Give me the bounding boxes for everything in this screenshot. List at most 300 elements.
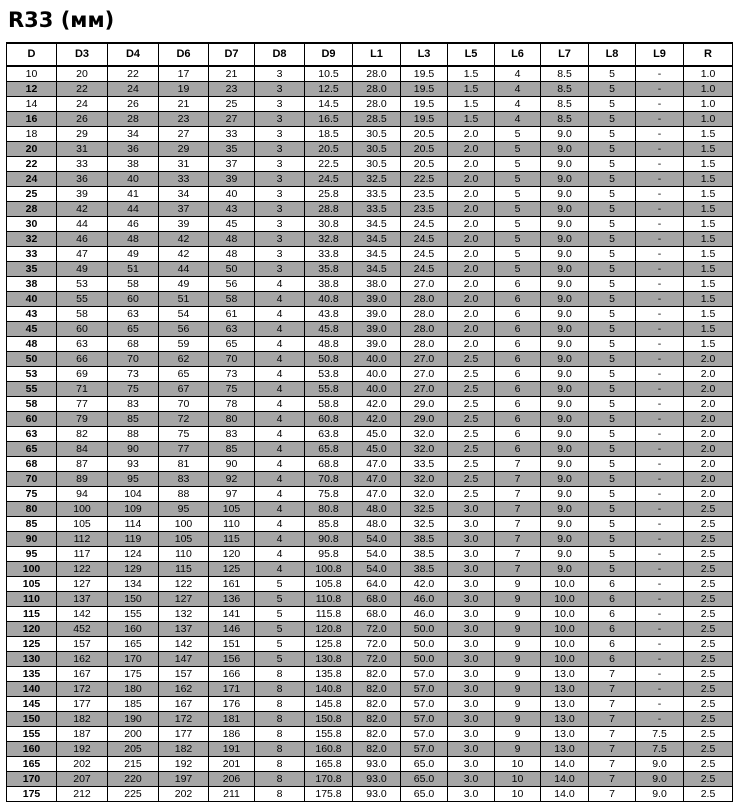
table-cell-d8: 4 bbox=[255, 277, 305, 292]
table-cell-l5: 2.5 bbox=[448, 442, 495, 457]
table-cell-d: 68 bbox=[7, 457, 57, 472]
table-row bbox=[7, 502, 733, 517]
table-cell-d7: 181 bbox=[209, 712, 255, 727]
table-cell-l6: 5 bbox=[495, 247, 541, 262]
table-cell-r: 1.0 bbox=[684, 66, 733, 82]
table-cell-d9: 120.8 bbox=[305, 622, 353, 637]
table-cell-l9: - bbox=[636, 487, 684, 502]
table-row bbox=[7, 682, 733, 697]
table-cell-l8: 7 bbox=[589, 727, 636, 742]
table-cell-d: 10 bbox=[7, 66, 57, 82]
table-cell-r: 1.5 bbox=[684, 187, 733, 202]
table-row bbox=[7, 472, 733, 487]
table-cell-d8: 8 bbox=[255, 742, 305, 757]
table-cell-d8: 8 bbox=[255, 712, 305, 727]
table-cell-d8: 4 bbox=[255, 517, 305, 532]
table-cell-l6: 6 bbox=[495, 277, 541, 292]
table-cell-l1: 34.5 bbox=[353, 232, 401, 247]
table-cell-l6: 5 bbox=[495, 142, 541, 157]
table-cell-l1: 47.0 bbox=[353, 457, 401, 472]
table-cell-d7: 73 bbox=[209, 367, 255, 382]
table-cell-l7: 9.0 bbox=[541, 457, 589, 472]
table-cell-l5: 1.5 bbox=[448, 97, 495, 112]
table-cell-l1: 39.0 bbox=[353, 292, 401, 307]
table-cell-d9: 55.8 bbox=[305, 382, 353, 397]
table-row bbox=[7, 172, 733, 187]
table-cell-d7: 65 bbox=[209, 337, 255, 352]
table-cell-r: 2.5 bbox=[684, 502, 733, 517]
table-cell-l3: 38.5 bbox=[401, 547, 448, 562]
table-cell-r: 2.0 bbox=[684, 457, 733, 472]
table-cell-d3: 162 bbox=[57, 652, 108, 667]
table-cell-d: 43 bbox=[7, 307, 57, 322]
table-cell-d9: 50.8 bbox=[305, 352, 353, 367]
table-cell-d3: 36 bbox=[57, 172, 108, 187]
table-cell-d4: 205 bbox=[108, 742, 159, 757]
table-cell-d6: 56 bbox=[159, 322, 209, 337]
table-cell-d4: 22 bbox=[108, 66, 159, 82]
table-cell-l7: 14.0 bbox=[541, 772, 589, 787]
table-cell-l1: 42.0 bbox=[353, 412, 401, 427]
table-cell-l1: 93.0 bbox=[353, 757, 401, 772]
table-cell-l1: 82.0 bbox=[353, 742, 401, 757]
table-cell-d6: 88 bbox=[159, 487, 209, 502]
table-cell-d3: 452 bbox=[57, 622, 108, 637]
table-cell-l3: 19.5 bbox=[401, 82, 448, 97]
table-cell-d9: 43.8 bbox=[305, 307, 353, 322]
table-cell-d: 14 bbox=[7, 97, 57, 112]
table-row bbox=[7, 487, 733, 502]
table-cell-d: 28 bbox=[7, 202, 57, 217]
table-cell-l7: 8.5 bbox=[541, 82, 589, 97]
table-cell-d7: 211 bbox=[209, 787, 255, 802]
table-cell-d: 150 bbox=[7, 712, 57, 727]
table-cell-l6: 7 bbox=[495, 547, 541, 562]
table-cell-l5: 3.0 bbox=[448, 682, 495, 697]
table-cell-l9: - bbox=[636, 637, 684, 652]
table-cell-l7: 10.0 bbox=[541, 637, 589, 652]
table-cell-l1: 82.0 bbox=[353, 712, 401, 727]
table-cell-l8: 5 bbox=[589, 532, 636, 547]
table-cell-d8: 4 bbox=[255, 472, 305, 487]
table-cell-l5: 2.0 bbox=[448, 142, 495, 157]
table-cell-d4: 46 bbox=[108, 217, 159, 232]
table-cell-l5: 2.5 bbox=[448, 487, 495, 502]
table-cell-d6: 54 bbox=[159, 307, 209, 322]
table-cell-l1: 47.0 bbox=[353, 487, 401, 502]
table-cell-d3: 31 bbox=[57, 142, 108, 157]
table-cell-d4: 185 bbox=[108, 697, 159, 712]
table-cell-d: 60 bbox=[7, 412, 57, 427]
table-cell-d7: 166 bbox=[209, 667, 255, 682]
table-cell-l7: 9.0 bbox=[541, 442, 589, 457]
table-cell-l1: 82.0 bbox=[353, 667, 401, 682]
table-cell-d: 120 bbox=[7, 622, 57, 637]
table-cell-l5: 3.0 bbox=[448, 742, 495, 757]
table-cell-l9: - bbox=[636, 157, 684, 172]
table-cell-l7: 9.0 bbox=[541, 157, 589, 172]
table-cell-d9: 130.8 bbox=[305, 652, 353, 667]
table-cell-l5: 3.0 bbox=[448, 592, 495, 607]
table-cell-l8: 5 bbox=[589, 562, 636, 577]
table-cell-d7: 45 bbox=[209, 217, 255, 232]
table-cell-r: 2.0 bbox=[684, 442, 733, 457]
table-cell-l1: 47.0 bbox=[353, 472, 401, 487]
table-cell-d3: 117 bbox=[57, 547, 108, 562]
table-cell-l9: 9.0 bbox=[636, 772, 684, 787]
table-cell-d6: 42 bbox=[159, 247, 209, 262]
table-cell-l3: 57.0 bbox=[401, 727, 448, 742]
table-cell-r: 2.0 bbox=[684, 412, 733, 427]
table-cell-l3: 65.0 bbox=[401, 772, 448, 787]
table-row bbox=[7, 157, 733, 172]
table-cell-d3: 42 bbox=[57, 202, 108, 217]
table-cell-d6: 70 bbox=[159, 397, 209, 412]
table-cell-l6: 6 bbox=[495, 307, 541, 322]
table-cell-l1: 45.0 bbox=[353, 442, 401, 457]
table-cell-d3: 55 bbox=[57, 292, 108, 307]
table-cell-d8: 4 bbox=[255, 322, 305, 337]
table-cell-d3: 182 bbox=[57, 712, 108, 727]
table-cell-d7: 39 bbox=[209, 172, 255, 187]
table-cell-l5: 2.0 bbox=[448, 157, 495, 172]
table-cell-d9: 110.8 bbox=[305, 592, 353, 607]
table-cell-d: 63 bbox=[7, 427, 57, 442]
table-cell-d9: 10.5 bbox=[305, 66, 353, 82]
table-cell-l5: 2.5 bbox=[448, 412, 495, 427]
table-cell-l7: 13.0 bbox=[541, 667, 589, 682]
table-cell-l7: 9.0 bbox=[541, 217, 589, 232]
table-cell-d3: 77 bbox=[57, 397, 108, 412]
table-cell-d8: 3 bbox=[255, 157, 305, 172]
table-cell-r: 2.5 bbox=[684, 742, 733, 757]
table-cell-d9: 80.8 bbox=[305, 502, 353, 517]
table-cell-d9: 63.8 bbox=[305, 427, 353, 442]
table-cell-l6: 7 bbox=[495, 532, 541, 547]
table-cell-d8: 3 bbox=[255, 82, 305, 97]
table-cell-d8: 3 bbox=[255, 142, 305, 157]
table-cell-l8: 5 bbox=[589, 412, 636, 427]
table-cell-d6: 72 bbox=[159, 412, 209, 427]
table-cell-d: 53 bbox=[7, 367, 57, 382]
table-cell-l8: 5 bbox=[589, 337, 636, 352]
table-cell-l9: - bbox=[636, 187, 684, 202]
table-cell-l3: 28.0 bbox=[401, 307, 448, 322]
table-row bbox=[7, 127, 733, 142]
table-cell-l9: - bbox=[636, 262, 684, 277]
table-cell-l6: 7 bbox=[495, 487, 541, 502]
table-cell-l9: - bbox=[636, 292, 684, 307]
table-cell-d9: 155.8 bbox=[305, 727, 353, 742]
table-cell-l7: 13.0 bbox=[541, 682, 589, 697]
table-cell-l5: 2.0 bbox=[448, 307, 495, 322]
table-cell-l9: - bbox=[636, 367, 684, 382]
table-cell-l5: 3.0 bbox=[448, 667, 495, 682]
table-cell-d6: 142 bbox=[159, 637, 209, 652]
table-cell-d7: 201 bbox=[209, 757, 255, 772]
table-row bbox=[7, 727, 733, 742]
table-cell-l7: 13.0 bbox=[541, 697, 589, 712]
table-cell-d3: 26 bbox=[57, 112, 108, 127]
table-cell-d3: 157 bbox=[57, 637, 108, 652]
table-cell-d6: 192 bbox=[159, 757, 209, 772]
table-cell-l3: 32.0 bbox=[401, 442, 448, 457]
table-cell-l3: 27.0 bbox=[401, 367, 448, 382]
table-cell-l3: 65.0 bbox=[401, 757, 448, 772]
table-row bbox=[7, 652, 733, 667]
table-cell-d7: 110 bbox=[209, 517, 255, 532]
table-cell-r: 2.5 bbox=[684, 727, 733, 742]
table-cell-d9: 14.5 bbox=[305, 97, 353, 112]
table-cell-l7: 9.0 bbox=[541, 487, 589, 502]
table-cell-l5: 2.0 bbox=[448, 172, 495, 187]
table-cell-d3: 172 bbox=[57, 682, 108, 697]
table-cell-d4: 190 bbox=[108, 712, 159, 727]
table-cell-l6: 9 bbox=[495, 712, 541, 727]
table-cell-d6: 17 bbox=[159, 66, 209, 82]
table-cell-d6: 42 bbox=[159, 232, 209, 247]
table-cell-l5: 1.5 bbox=[448, 112, 495, 127]
table-cell-d9: 115.8 bbox=[305, 607, 353, 622]
table-cell-l6: 5 bbox=[495, 187, 541, 202]
table-cell-d3: 142 bbox=[57, 607, 108, 622]
table-cell-d8: 4 bbox=[255, 292, 305, 307]
table-row bbox=[7, 247, 733, 262]
table-cell-d6: 49 bbox=[159, 277, 209, 292]
table-cell-d4: 175 bbox=[108, 667, 159, 682]
table-cell-d: 100 bbox=[7, 562, 57, 577]
table-cell-l3: 28.0 bbox=[401, 337, 448, 352]
table-cell-r: 1.5 bbox=[684, 292, 733, 307]
table-cell-d3: 87 bbox=[57, 457, 108, 472]
table-cell-d8: 3 bbox=[255, 262, 305, 277]
table-cell-d3: 44 bbox=[57, 217, 108, 232]
table-cell-l7: 9.0 bbox=[541, 382, 589, 397]
table-cell-d: 110 bbox=[7, 592, 57, 607]
table-cell-d9: 18.5 bbox=[305, 127, 353, 142]
table-cell-d7: 206 bbox=[209, 772, 255, 787]
table-row bbox=[7, 637, 733, 652]
table-cell-l8: 5 bbox=[589, 487, 636, 502]
table-cell-l8: 5 bbox=[589, 292, 636, 307]
table-cell-d: 170 bbox=[7, 772, 57, 787]
table-cell-l3: 24.5 bbox=[401, 232, 448, 247]
table-cell-l3: 23.5 bbox=[401, 202, 448, 217]
table-cell-d8: 4 bbox=[255, 442, 305, 457]
table-cell-d7: 23 bbox=[209, 82, 255, 97]
table-cell-d9: 165.8 bbox=[305, 757, 353, 772]
table-cell-d3: 187 bbox=[57, 727, 108, 742]
table-cell-l8: 5 bbox=[589, 382, 636, 397]
table-cell-l8: 7 bbox=[589, 757, 636, 772]
table-cell-l9: - bbox=[636, 562, 684, 577]
table-cell-l7: 9.0 bbox=[541, 247, 589, 262]
table-cell-d: 16 bbox=[7, 112, 57, 127]
table-cell-l8: 5 bbox=[589, 262, 636, 277]
table-cell-l5: 2.5 bbox=[448, 472, 495, 487]
table-cell-r: 2.0 bbox=[684, 487, 733, 502]
table-cell-l9: 9.0 bbox=[636, 757, 684, 772]
table-cell-d4: 68 bbox=[108, 337, 159, 352]
table-cell-l1: 72.0 bbox=[353, 652, 401, 667]
table-cell-d: 115 bbox=[7, 607, 57, 622]
table-cell-d4: 160 bbox=[108, 622, 159, 637]
table-cell-l1: 54.0 bbox=[353, 547, 401, 562]
table-cell-r: 1.5 bbox=[684, 142, 733, 157]
table-cell-l1: 82.0 bbox=[353, 682, 401, 697]
table-cell-l7: 14.0 bbox=[541, 787, 589, 802]
table-cell-l5: 2.0 bbox=[448, 337, 495, 352]
table-cell-r: 2.5 bbox=[684, 637, 733, 652]
table-cell-l9: - bbox=[636, 622, 684, 637]
table-cell-l1: 30.5 bbox=[353, 157, 401, 172]
table-cell-d9: 38.8 bbox=[305, 277, 353, 292]
table-cell-d6: 39 bbox=[159, 217, 209, 232]
table-cell-d6: 105 bbox=[159, 532, 209, 547]
table-cell-d: 105 bbox=[7, 577, 57, 592]
table-cell-l8: 6 bbox=[589, 652, 636, 667]
table-cell-d9: 45.8 bbox=[305, 322, 353, 337]
table-cell-d9: 68.8 bbox=[305, 457, 353, 472]
table-cell-l6: 10 bbox=[495, 757, 541, 772]
table-cell-r: 2.5 bbox=[684, 622, 733, 637]
table-cell-d9: 53.8 bbox=[305, 367, 353, 382]
table-cell-d9: 58.8 bbox=[305, 397, 353, 412]
table-cell-l5: 1.5 bbox=[448, 82, 495, 97]
table-cell-d8: 4 bbox=[255, 412, 305, 427]
table-row bbox=[7, 622, 733, 637]
table-cell-l7: 9.0 bbox=[541, 412, 589, 427]
table-cell-d6: 19 bbox=[159, 82, 209, 97]
table-row bbox=[7, 337, 733, 352]
table-cell-l9: - bbox=[636, 442, 684, 457]
table-cell-l8: 5 bbox=[589, 202, 636, 217]
table-cell-l8: 5 bbox=[589, 66, 636, 82]
table-cell-l3: 27.0 bbox=[401, 382, 448, 397]
table-cell-l8: 5 bbox=[589, 547, 636, 562]
table-cell-d6: 147 bbox=[159, 652, 209, 667]
table-cell-l1: 33.5 bbox=[353, 202, 401, 217]
table-cell-d6: 65 bbox=[159, 367, 209, 382]
table-cell-r: 2.5 bbox=[684, 547, 733, 562]
table-cell-l3: 29.0 bbox=[401, 397, 448, 412]
table-cell-r: 2.5 bbox=[684, 667, 733, 682]
table-cell-l8: 5 bbox=[589, 517, 636, 532]
table-cell-l8: 5 bbox=[589, 172, 636, 187]
table-cell-d9: 125.8 bbox=[305, 637, 353, 652]
table-cell-l6: 4 bbox=[495, 112, 541, 127]
table-cell-d9: 65.8 bbox=[305, 442, 353, 457]
table-cell-d7: 97 bbox=[209, 487, 255, 502]
table-cell-l6: 6 bbox=[495, 337, 541, 352]
table-cell-l8: 5 bbox=[589, 502, 636, 517]
table-cell-l6: 7 bbox=[495, 457, 541, 472]
table-cell-d6: 115 bbox=[159, 562, 209, 577]
table-cell-l1: 34.5 bbox=[353, 262, 401, 277]
table-cell-d: 20 bbox=[7, 142, 57, 157]
table-cell-l6: 10 bbox=[495, 787, 541, 802]
table-cell-d3: 79 bbox=[57, 412, 108, 427]
table-cell-l7: 8.5 bbox=[541, 97, 589, 112]
table-cell-l5: 2.0 bbox=[448, 127, 495, 142]
table-cell-d3: 207 bbox=[57, 772, 108, 787]
table-row bbox=[7, 592, 733, 607]
table-cell-l9: - bbox=[636, 202, 684, 217]
table-cell-d7: 48 bbox=[209, 232, 255, 247]
table-cell-d3: 63 bbox=[57, 337, 108, 352]
table-cell-d3: 47 bbox=[57, 247, 108, 262]
table-cell-l8: 5 bbox=[589, 352, 636, 367]
table-cell-d4: 28 bbox=[108, 112, 159, 127]
table-cell-d6: 51 bbox=[159, 292, 209, 307]
table-cell-l9: - bbox=[636, 97, 684, 112]
table-cell-l3: 32.0 bbox=[401, 427, 448, 442]
table-cell-l5: 2.5 bbox=[448, 397, 495, 412]
table-cell-d: 175 bbox=[7, 787, 57, 802]
table-cell-l8: 5 bbox=[589, 307, 636, 322]
table-cell-d4: 104 bbox=[108, 487, 159, 502]
table-cell-d9: 105.8 bbox=[305, 577, 353, 592]
table-row bbox=[7, 277, 733, 292]
table-cell-d9: 35.8 bbox=[305, 262, 353, 277]
table-cell-d8: 4 bbox=[255, 352, 305, 367]
table-cell-d4: 90 bbox=[108, 442, 159, 457]
table-cell-d8: 4 bbox=[255, 562, 305, 577]
table-cell-d9: 75.8 bbox=[305, 487, 353, 502]
table-cell-r: 1.5 bbox=[684, 172, 733, 187]
table-cell-l6: 9 bbox=[495, 622, 541, 637]
table-cell-l3: 32.5 bbox=[401, 517, 448, 532]
table-cell-d4: 41 bbox=[108, 187, 159, 202]
table-cell-d9: 24.5 bbox=[305, 172, 353, 187]
table-cell-d3: 177 bbox=[57, 697, 108, 712]
table-cell-d4: 60 bbox=[108, 292, 159, 307]
table-cell-d6: 34 bbox=[159, 187, 209, 202]
table-row bbox=[7, 367, 733, 382]
table-cell-l1: 54.0 bbox=[353, 562, 401, 577]
table-cell-l8: 5 bbox=[589, 97, 636, 112]
table-cell-d8: 3 bbox=[255, 127, 305, 142]
table-cell-d7: 115 bbox=[209, 532, 255, 547]
table-cell-l1: 82.0 bbox=[353, 697, 401, 712]
table-cell-l3: 32.5 bbox=[401, 502, 448, 517]
table-cell-d3: 49 bbox=[57, 262, 108, 277]
table-cell-l1: 40.0 bbox=[353, 352, 401, 367]
table-cell-l6: 9 bbox=[495, 652, 541, 667]
table-cell-d8: 5 bbox=[255, 592, 305, 607]
table-cell-l9: - bbox=[636, 172, 684, 187]
table-cell-d9: 145.8 bbox=[305, 697, 353, 712]
table-cell-l5: 2.0 bbox=[448, 187, 495, 202]
table-cell-l5: 3.0 bbox=[448, 532, 495, 547]
table-cell-d4: 24 bbox=[108, 82, 159, 97]
table-cell-l5: 3.0 bbox=[448, 562, 495, 577]
table-cell-d6: 132 bbox=[159, 607, 209, 622]
table-cell-d8: 5 bbox=[255, 652, 305, 667]
table-row bbox=[7, 667, 733, 682]
table-cell-l8: 5 bbox=[589, 367, 636, 382]
table-cell-d4: 38 bbox=[108, 157, 159, 172]
table-cell-l8: 6 bbox=[589, 607, 636, 622]
column-header-d8: D8 bbox=[255, 43, 305, 66]
table-cell-d7: 141 bbox=[209, 607, 255, 622]
table-cell-d4: 114 bbox=[108, 517, 159, 532]
table-cell-d9: 32.8 bbox=[305, 232, 353, 247]
table-cell-r: 1.5 bbox=[684, 337, 733, 352]
table-cell-l6: 4 bbox=[495, 66, 541, 82]
table-row bbox=[7, 547, 733, 562]
table-cell-d9: 25.8 bbox=[305, 187, 353, 202]
